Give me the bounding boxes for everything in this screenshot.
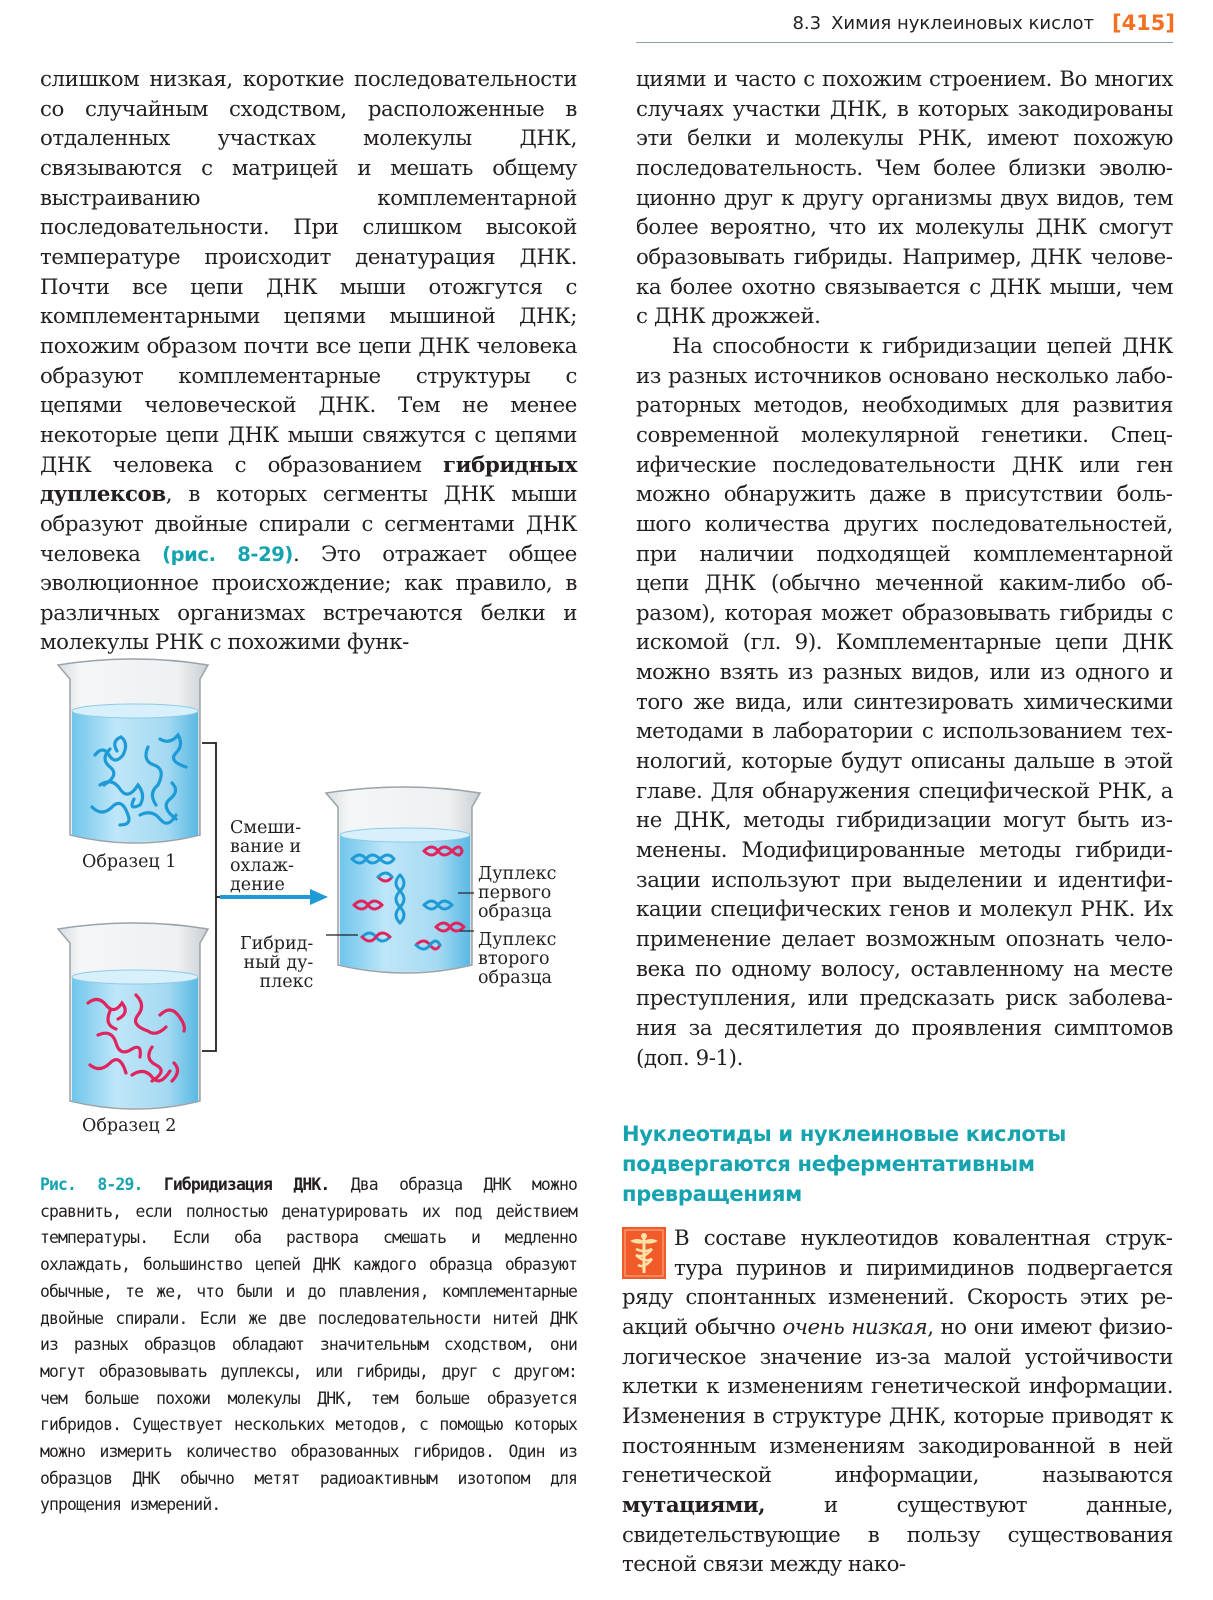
left-paragraph: слишком низкая, короткие последовательности со случайным сходством, расположенные в отдаленных участках молекулы ДНК, связываются с матрицей и мешать общему выстраиванию комплементарной последовательности. При слишком высокой температуре происходит денатурация ДНК. Почти все цепи ДНК мыши отожгутся с комплементарными цепями мышиной ДНК; похожим образом почти все цепи ДНК человека образуют комплементарные структуры с цепями человеческой ДНК. Тем не менее некоторые цепи ДНК мыши свяжутся с цепями ДНК человека с образованием гибридных дуплексов, в которых сегменты ДНК мыши образуют двойные спирали с сегментами ДНК человека (рис. 8-29). Это отражает общее эволюционное происхождение; как правило, в различных организмах встречаются белки и молекулы РНК с похожими функ- xyxy=(40,67,577,656)
beaker-sample-1 xyxy=(58,659,208,843)
right-paragraph-1: циями и часто с похожим строением. Во многих случаях участки ДНК, в которых закодированы эти белки и молекулы РНК, имеют похожую последовательность. Чем более близки эволюционно друг к другу организмы двух видов, тем более вероятно, что их молекулы ДНК смогут образовывать гибриды. Например, ДНК человека более охотно связывается с ДНК мыши, чем с ДНК дрожжей. xyxy=(636,67,1173,330)
right-paragraph-2: На способности к гибридизации цепей ДНК из разных источников основано несколько лабораторных методов, необходимых для развития современной молекулярной генетики. Специфические последовательности ДНК или ген можно обнаружить даже в присутствии большого количества других последовательностей, при наличии подходящей комплементарной цепи ДНК (обычно меченной каким-либо образом), которая может образовывать гибриды с искомой (гл. 9). Комплементарные цепи ДНК можно взять из разных видов, или из одного и того же вида, или синтезировать химическими методами в лаборатории с использованием технологий, которые будут описаны дальше в этой главе. Для обнаружения специфической РНК, а не ДНК, методы гибридизации могут быть изменены. Модифицированные методы гибридизации используют при выделении и идентификации специфических генов и молекул РНК. Их применение делает возможным опознать человека по одному волосу, оставленному на месте преступления, или предсказать риск заболевания за десятилетия до проявления симптомов (доп. 9-1). xyxy=(636,333,1173,1071)
section-heading: Нуклеотиды и нуклеиновые кислоты подвергаются неферментативным превращениям xyxy=(622,1122,1067,1206)
figure-caption xyxy=(40,1172,577,1519)
caption-title: Гибридизация ДНК. xyxy=(163,1175,330,1194)
running-header xyxy=(792,6,1175,40)
caption-text: Два образца ДНК можно сравнить, если полностью денатурировать их под действием температуры. Если оба раствора смешать и медленно охлаждать, большинство цепей ДНК каждого образца образуют обычные, те же, что были и до плавления, комплементарные двойные спирали. Если же две последовательности нитей ДНК из разных образцов обладают значительным сходством, они могут образовывать дуплексы, или гибриды, друг с другом: чем больше похожи молекулы ДНК, тем больше образуется гибридов. Существует нескольких методов, с помощью которых можно измерить количество образованных гибридов. Один из образцов ДНК обычно метят радиоактивным изотопом для упрощения измерений. xyxy=(40,1175,577,1515)
left-column-text xyxy=(40,65,577,658)
mixing-label: Смеши- вание и охлаж- дение xyxy=(230,818,302,895)
chapter-title: Химия нуклеиновых кислот xyxy=(831,12,1094,34)
figure-reference-link[interactable]: (рис. 8-29) xyxy=(162,542,293,566)
sample-1-label: Образец 1 xyxy=(82,852,177,872)
beaker-sample-2 xyxy=(58,923,208,1109)
beaker-mixed xyxy=(326,787,480,973)
term-hybrid-duplexes: гибридных дуплексов xyxy=(40,452,577,508)
right-column-text xyxy=(636,65,1173,1073)
caption-label: Рис. 8-29. xyxy=(40,1175,143,1194)
figure-dna-hybridization xyxy=(40,655,600,1175)
term-mutations: мутациями, xyxy=(622,1492,766,1518)
section-paragraph: В составе нуклеотидов ковалентная структура пуринов и пиримидинов подвергается ряду спонтанных изменений. Скорость этих реакций обычно очень низкая, но они имеют физиологическое значение из-за малой устойчивости клетки к изменениям генетической информации. Изменения в структуре ДНК, которые приводят к постоянным изменениям закодированной в ней генетической информации, называются мутациями, и существуют данные, свидетельствующие в пользу существования тесной связи между нако- xyxy=(622,1226,1173,1578)
sample-2-label: Образец 2 xyxy=(82,1116,177,1136)
section-number: 8.3 xyxy=(792,12,822,34)
section-body-text xyxy=(622,1224,1173,1580)
page-number: [415] xyxy=(1111,11,1175,35)
medical-caduceus-icon xyxy=(622,1227,666,1279)
duplex-second-sample-label: Дуплекс второго образца xyxy=(478,930,557,988)
duplex-first-sample-label: Дуплекс первого образца xyxy=(478,864,557,922)
hybrid-duplex-label: Гибрид- ный ду- плекс xyxy=(240,934,314,992)
header-rule xyxy=(636,42,1173,43)
